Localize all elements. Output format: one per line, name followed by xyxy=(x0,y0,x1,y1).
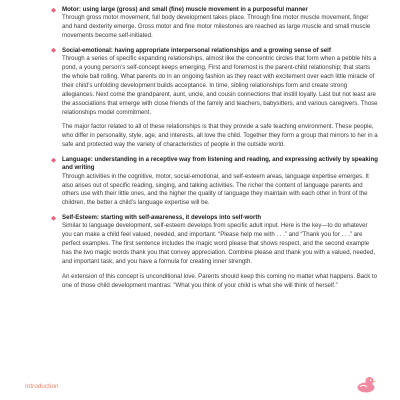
social-emotional-heading: Social-emotional: having appropriate interpersonal relationships and a growing sense of self xyxy=(62,46,331,54)
language-body: Through activities in the cognitive, motor, social-emotional, and self-esteem areas, language expertise emerges. It also arises out of specific reading, singing, and talking activities. The richer the content of language parents and others use with their little ones, and the higher the quality of language they maintain with each other in front of the children, the better a child’s language expertise will be. xyxy=(62,172,369,207)
diamond-bullet-icon: ◆ xyxy=(51,156,57,164)
duck-icon xyxy=(355,374,377,394)
extension-paragraph: An extension of this concept is unconditional love. Parents should keep this coming no matter what happens. Back to one of those child development mantras: “What you think of your child is what she will think of herself.” xyxy=(62,272,378,289)
list-item-motor xyxy=(52,6,378,41)
page-content xyxy=(52,6,378,297)
major-factor-paragraph: The major factor related to all of these relationships is that they provide a safe teaching environment. These people, who differ in personality, style, age, and interests, all love the child. Together they form a group that mirrors to her in a safe and protected way the variety of characteristics of people in the outside world. xyxy=(62,123,378,149)
motor-heading: Motor: using large (gross) and small (fine) muscle movement in a purposeful manner xyxy=(62,6,308,13)
list-item-self-esteem xyxy=(52,214,378,267)
footer-section-label: Introduction xyxy=(25,383,59,390)
diamond-bullet-icon: ◆ xyxy=(51,6,57,14)
list-item-language xyxy=(52,156,378,208)
diamond-bullet-icon: ◆ xyxy=(51,214,57,222)
self-esteem-body: Similar to language development, self-esteem develops from specific adult input. Here is the key—to do whatever you can make a child feel valued, needed, and important. “Please help me with . . .” and “Thank you for . . .” are perfect examples. The first sentence includes the magic word please that shows respect, and the second example has the two magic words thank you that convey appreciation. Combine please and thank you with a valued, needed, and important task, and you have a formula for creating inner strength. xyxy=(62,222,376,266)
language-heading: Language: understanding in a receptive way from listening and reading, and expressing actively by speaking and writing xyxy=(62,156,378,172)
social-emotional-body: Through a series of specific expanding relationships, almost like the concentric circles that form when a pebble hits a pond, a young person’s self-concept keeps emerging. First and foremost is the parent-child relationship; that starts the whole ball rolling. What parents do in an ongoing fashion as they react with excitement over each little miracle of their child’s unfolding development builds acceptance. In time, sibling relationships form and create strong allegiances. Next come the grandparent, aunt, uncle, and cousin connections that instill loyalty. Last but not least are the associations that emerge with close friends of the family and teachers, babysitters, and various caregivers. Those relationships model commitment. xyxy=(62,55,378,116)
self-esteem-heading: Self-Esteem: starting with self-awareness, it develops into self-worth xyxy=(62,214,262,222)
list-item-social-emotional xyxy=(52,47,378,118)
diamond-bullet-icon: ◆ xyxy=(51,47,57,55)
motor-body: Through gross motor movement, full body development takes place. Through fine motor muscle movement, finger and hand dexterity emerge. Gross motor and fine motor milestones are reached as large muscle and small muscle movements become self-initiated. xyxy=(62,14,371,40)
